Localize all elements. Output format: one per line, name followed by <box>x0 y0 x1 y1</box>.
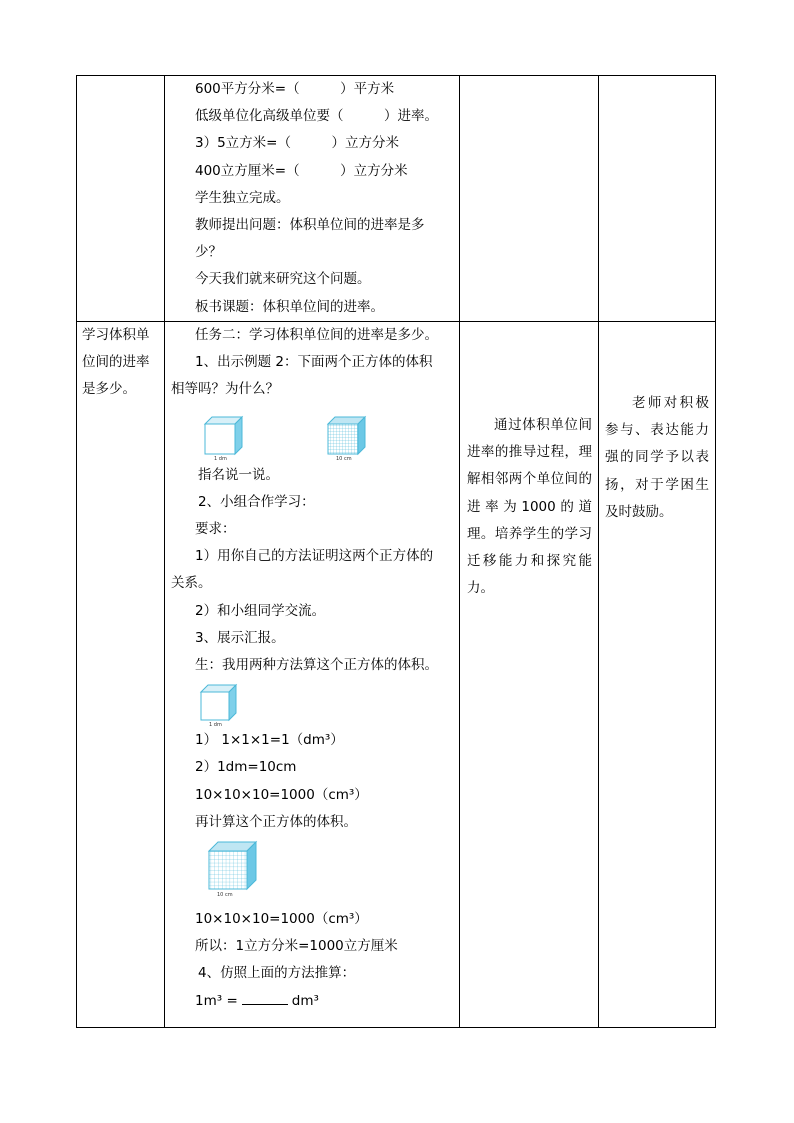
cube-comparison-icon <box>195 404 395 462</box>
text-line: 600平方分米=（ ）平方米 <box>195 81 395 97</box>
text-line: 学生独立完成。 <box>195 189 290 206</box>
text-line: 2）和小组同学交流。 <box>195 602 326 619</box>
cube-label: 1 dm <box>209 722 222 728</box>
intent-cell <box>460 76 599 322</box>
text-line: 板书课题：体积单位间的进率。 <box>195 298 384 315</box>
activity-cell <box>165 76 460 322</box>
text-line: 所以：1立方分米=1000立方厘米 <box>195 938 398 955</box>
answer-blank[interactable] <box>242 992 288 1005</box>
cube-10cm-icon <box>203 840 303 910</box>
table-row <box>77 76 716 322</box>
task-title: 任务二：学习体积单位间的进率是多少。 <box>195 327 438 343</box>
activity-cell <box>165 322 460 1028</box>
intent-cell <box>460 322 599 1028</box>
blank-suffix: dm³ <box>291 992 319 1009</box>
table-row <box>77 322 716 1028</box>
cube-label: 10 cm <box>217 892 233 899</box>
cube-1dm-icon <box>195 679 275 727</box>
small-cube-figure <box>171 679 453 727</box>
text-line: 1、出示例题 2：下面两个正方体的体积 <box>195 354 433 371</box>
text-line: 生：我用两种方法算这个正方体的体积。 <box>195 657 438 674</box>
cube-label: 10 cm <box>336 455 352 462</box>
text-line: 少？ <box>195 244 222 261</box>
evaluation-cell <box>599 76 716 322</box>
evaluation-text <box>599 322 715 526</box>
intent-text <box>460 322 598 602</box>
text-line: 关系。 <box>171 575 212 592</box>
evaluation-cell <box>599 322 716 1028</box>
text-line: 3、展示汇报。 <box>195 629 285 646</box>
text-line: 再计算这个正方体的体积。 <box>195 813 357 830</box>
stage-text: 学习体积单位间的进率是多少。 <box>82 327 150 398</box>
fill-blank-line <box>171 988 453 1015</box>
cube-label: 1 dm <box>214 455 227 462</box>
text-line: 4、仿照上面的方法推算： <box>198 965 356 982</box>
intent-content: 通过体积单位间进率的推导过程，理解相邻两个单位间的进率为1000的道理。培养学生的学习迁移能力和探究能力。 <box>467 417 592 597</box>
big-cube-figure <box>171 836 453 906</box>
cube-10cm <box>328 417 365 462</box>
text-line: 相等吗？为什么？ <box>171 381 279 398</box>
blank-prefix: 1m³ = <box>195 992 238 1009</box>
text-line: 2）1dm=10cm <box>195 759 297 776</box>
text-line: 低级单位化高级单位要（ ）进率。 <box>195 108 438 125</box>
text-line: 3）5立方米=（ ）立方分米 <box>195 135 399 152</box>
text-line: 1） 1×1×1=1（dm³） <box>195 732 344 749</box>
text-line: 指名说一说。 <box>198 466 279 483</box>
evaluation-content: 老师对积极参与、表达能力强的同学予以表扬，对于学困生及时鼓励。 <box>605 395 709 520</box>
cube-1dm <box>205 417 242 462</box>
lesson-plan-table <box>76 75 716 1028</box>
stage-cell <box>77 76 165 322</box>
text-line: 教师提出问题：体积单位间的进率是多 <box>195 217 425 234</box>
text-line: 2、小组合作学习： <box>198 493 315 510</box>
text-line: 400立方厘米=（ ）立方分米 <box>195 162 408 179</box>
text-line: 1）用你自己的方法证明这两个正方体的 <box>195 548 434 565</box>
text-line: 要求： <box>195 521 236 538</box>
stage-cell <box>77 322 165 1028</box>
two-cubes-figure <box>171 404 453 462</box>
text-line: 今天我们就来研究这个问题。 <box>195 271 371 288</box>
text-line: 10×10×10=1000（cm³） <box>195 786 368 803</box>
text-line: 10×10×10=1000（cm³） <box>195 911 368 928</box>
